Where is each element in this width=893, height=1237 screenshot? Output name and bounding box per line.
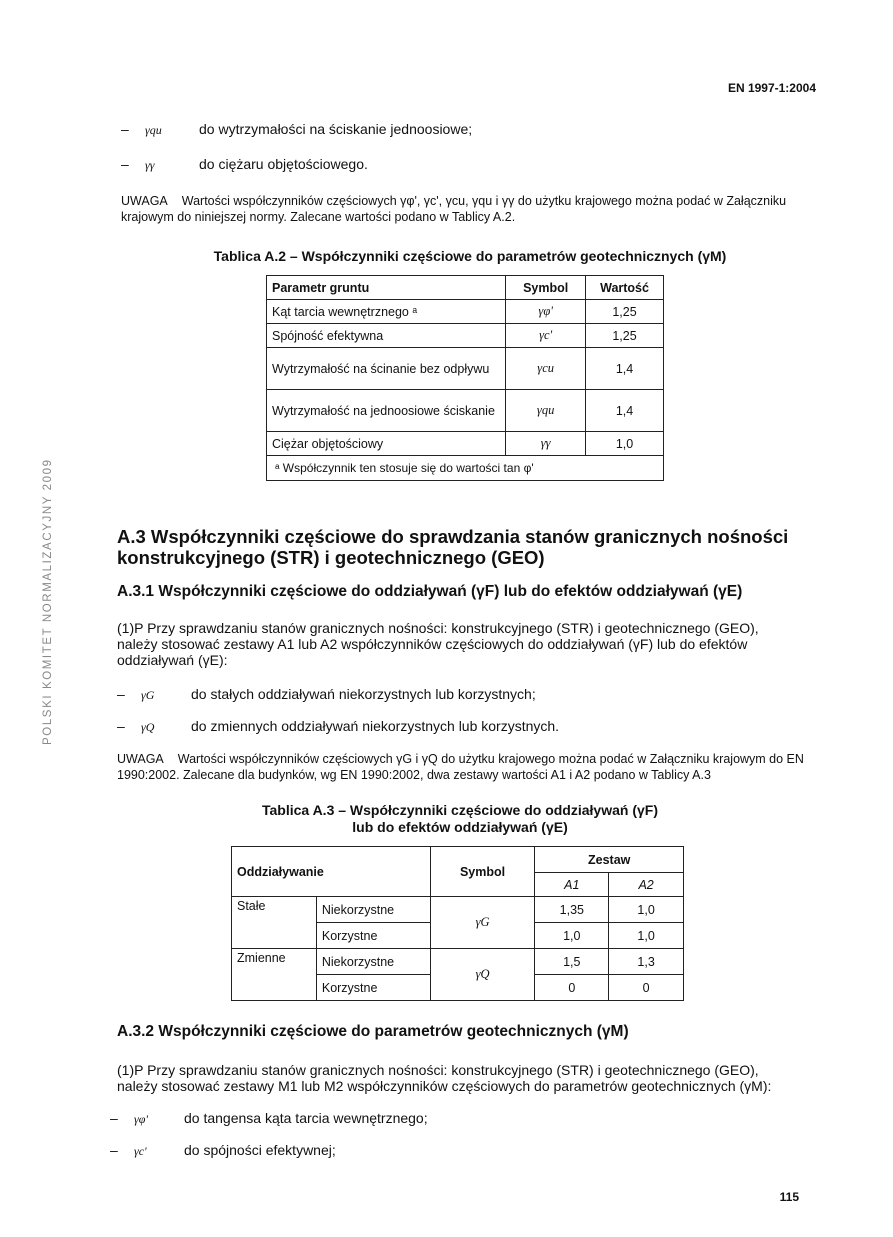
list-text: do tangensa kąta tarcia wewnętrznego;: [184, 1110, 428, 1126]
list-symbol: γc': [134, 1144, 147, 1158]
table-footnote-row: [267, 456, 664, 481]
value-cell: 1,25: [586, 324, 664, 348]
table-a2: [266, 275, 664, 481]
table-a3: [231, 846, 684, 1001]
section-a31-heading: A.3.1 Współczynniki częściowe do oddziaływań (γF) lub do efektów oddziaływań (γE): [117, 583, 743, 600]
list-text: do stałych oddziaływań niekorzystnych lub korzystnych;: [191, 686, 536, 702]
table-a3-caption: [160, 802, 760, 836]
list-dash: –: [121, 156, 129, 172]
list-dash: –: [117, 686, 125, 702]
list-item: [121, 121, 472, 138]
group-cell: Zmienne: [232, 949, 317, 1001]
table-a2-caption: Tablica A.2 – Współczynniki częściowe do parametrów geotechnicznych (γM): [213, 248, 727, 264]
param-cell: Wytrzymałość na jednoosiowe ściskanie: [267, 390, 506, 432]
header-value: Wartość: [586, 276, 664, 300]
param-cell: Ciężar objętościowy: [267, 432, 506, 456]
table-row: [267, 324, 664, 348]
param-cell: Kąt tarcia wewnętrznego ᵃ: [267, 300, 506, 324]
symbol-cell: γG: [430, 897, 535, 949]
list-symbol: γφ': [134, 1112, 148, 1126]
table-header-row: [232, 847, 684, 873]
group-cell: Stałe: [232, 897, 317, 949]
table-a3-caption-line2: lub do efektów oddziaływań (γE): [352, 819, 568, 835]
list-dash: –: [110, 1110, 118, 1126]
header-a2: A2: [609, 873, 684, 897]
note-label: UWAGA: [121, 194, 168, 208]
table-row: [232, 949, 684, 975]
a2-cell: 1,0: [609, 923, 684, 949]
note-label: UWAGA: [117, 752, 164, 766]
a2-cell: 1,3: [609, 949, 684, 975]
list-text: do wytrzymałości na ściskanie jednoosiowe;: [199, 121, 473, 137]
type-cell: Korzystne: [316, 923, 430, 949]
list-item: [117, 718, 559, 735]
header-parameter: Parametr gruntu: [267, 276, 506, 300]
a1-cell: 1,5: [535, 949, 609, 975]
list-dash: –: [117, 718, 125, 734]
list-item: [110, 1110, 428, 1127]
section-a31-paragraph: (1)P Przy sprawdzaniu stanów granicznych nośności: konstrukcyjnego (STR) i geotechnicznego (GEO), należy stosować zestawy A1 lub A2 współczynników częściowych do oddziaływań (γF) lub do efektów oddziaływań (γE):: [117, 620, 759, 668]
list-symbol: γG: [141, 688, 155, 702]
type-cell: Niekorzystne: [316, 897, 430, 923]
table-footnote: ᵃ Współczynnik ten stosuje się do wartości tan φ': [267, 456, 664, 481]
table-row: [267, 432, 664, 456]
list-text: do ciężaru objętościowego.: [199, 156, 368, 172]
table-header-row: [267, 276, 664, 300]
list-text: do spójności efektywnej;: [184, 1142, 336, 1158]
note-paragraph: [117, 751, 807, 783]
list-symbol: γγ: [145, 158, 155, 172]
header-symbol: Symbol: [506, 276, 586, 300]
document-id: EN 1997-1:2004: [727, 81, 816, 95]
list-item: [110, 1142, 336, 1159]
list-dash: –: [110, 1142, 118, 1158]
a1-cell: 0: [535, 975, 609, 1001]
header-action: Oddziaływanie: [232, 847, 431, 897]
a2-cell: 1,0: [609, 897, 684, 923]
header-symbol: Symbol: [430, 847, 535, 897]
note-text: Wartości współczynników częściowych γG i γQ do użytku krajowego można podać w Załączniku krajowym do EN 1990:2002. Zalecane dla budynków, wg EN 1990:2002, dwa zestawy wartości A1 i A2 podano w Tablicy A.3: [117, 752, 804, 782]
table-row: [267, 348, 664, 390]
value-cell: 1,0: [586, 432, 664, 456]
list-symbol: γQ: [141, 720, 155, 734]
section-a3-heading: A.3 Współczynniki częściowe do sprawdzania stanów granicznych nośności konstrukcyjnego (STR) i geotechnicznego (GEO): [117, 526, 789, 568]
symbol-cell: γcu: [506, 348, 586, 390]
list-item: [117, 686, 536, 703]
type-cell: Korzystne: [316, 975, 430, 1001]
symbol-cell: γqu: [506, 390, 586, 432]
page-number: 115: [779, 1190, 799, 1204]
value-cell: 1,4: [586, 348, 664, 390]
section-a32-heading: A.3.2 Współczynniki częściowe do parametrów geotechnicznych (γM): [117, 1023, 629, 1040]
symbol-cell: γQ: [430, 949, 535, 1001]
list-text: do zmiennych oddziaływań niekorzystnych lub korzystnych.: [191, 718, 560, 734]
a1-cell: 1,0: [535, 923, 609, 949]
table-row: [267, 390, 664, 432]
list-item: [121, 156, 368, 173]
table-a3-caption-line1: Tablica A.3 – Współczynniki częściowe do oddziaływań (γF): [262, 802, 658, 818]
header-set: Zestaw: [535, 847, 684, 873]
table-row: [232, 897, 684, 923]
type-cell: Niekorzystne: [316, 949, 430, 975]
a2-cell: 0: [609, 975, 684, 1001]
section-a32-paragraph: (1)P Przy sprawdzaniu stanów granicznych nośności: konstrukcyjnego (STR) i geotechnicznego (GEO), należy stosować zestawy M1 lub M2 współczynników częściowych do parametrów geotechnicznych (γM):: [117, 1062, 772, 1094]
list-symbol: γqu: [145, 123, 162, 137]
a1-cell: 1,35: [535, 897, 609, 923]
value-cell: 1,25: [586, 300, 664, 324]
note-paragraph: [121, 193, 811, 225]
symbol-cell: γφ': [506, 300, 586, 324]
table-row: [267, 300, 664, 324]
value-cell: 1,4: [586, 390, 664, 432]
list-dash: –: [121, 121, 129, 137]
param-cell: Spójność efektywna: [267, 324, 506, 348]
watermark-vertical: POLSKI KOMITET NORMALIZACYJNY 2009: [42, 458, 54, 745]
symbol-cell: γγ: [506, 432, 586, 456]
header-a1: A1: [535, 873, 609, 897]
symbol-cell: γc': [506, 324, 586, 348]
param-cell: Wytrzymałość na ścinanie bez odpływu: [267, 348, 506, 390]
note-text: Wartości współczynników częściowych γφ', γc', γcu, γqu i γγ do użytku krajowego można podać w Załączniku krajowym do niniejszej normy. Zalecane wartości podano w Tablicy A.2.: [121, 194, 787, 224]
